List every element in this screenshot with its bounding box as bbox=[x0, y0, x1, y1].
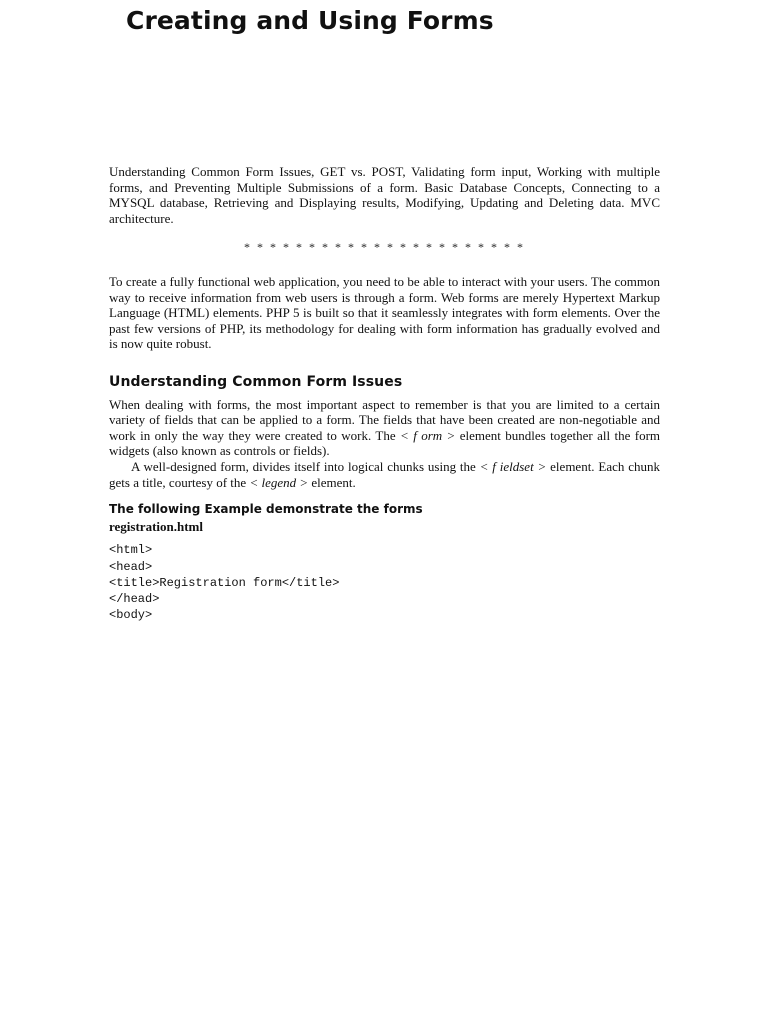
document-body bbox=[109, 164, 660, 624]
code-line: <body> bbox=[109, 608, 153, 623]
intro-paragraph: To create a fully functional web application, you need to be able to interact with your users. The common way to receive information from web users is through a form. Web forms are merely Hypertext Markup Language (HTML) elements. PHP 5 is built so that it seamlessly integrates with form elements. Over the past few versions of PHP, its methodology for dealing with form information has gradually evolved and is now quite robust. bbox=[109, 273, 660, 352]
summary-paragraph: Understanding Common Form Issues, GET vs. POST, Validating form input, Working with multiple forms, and Preventing Multiple Submissions of a form. Basic Database Concepts, Connecting to a MYSQL database, Retrieving and Displaying results, Modifying, Updating and Deleting data. MVC architecture. bbox=[109, 164, 660, 226]
paragraph-text: element. bbox=[308, 474, 356, 490]
code-line: </head> bbox=[109, 592, 160, 607]
code-line: <head> bbox=[109, 559, 153, 574]
paragraph-text: element bundles together all the form widgets (also known as controls or fields). bbox=[109, 427, 661, 459]
form-tag: < f orm > bbox=[400, 427, 456, 443]
page-title: Creating and Using Forms bbox=[126, 6, 494, 35]
form-issues-paragraph bbox=[109, 397, 660, 459]
paragraph-text: A well-designed form, divides itself into logical chunks using the bbox=[131, 458, 480, 474]
code-line: <title>Registration form</title> bbox=[109, 575, 340, 590]
code-listing bbox=[109, 542, 660, 623]
legend-tag: < legend > bbox=[249, 474, 309, 490]
file-name: registration.html bbox=[109, 518, 203, 534]
fieldset-paragraph bbox=[109, 459, 660, 490]
paragraph-text: element. Each chunk gets a title, courtesy of the bbox=[109, 458, 661, 490]
paragraph-text: When dealing with forms, the most important aspect to remember is that you are limited to a certain variety of fields that can be applied to a form. The fields that have been created are non-negotiable and work in only the way they were created to work. The bbox=[109, 396, 660, 443]
section-heading: Understanding Common Form Issues bbox=[109, 373, 403, 390]
example-heading: The following Example demonstrate the forms bbox=[109, 502, 423, 517]
fieldset-tag: < f ieldset > bbox=[479, 458, 547, 474]
section-divider: * * * * * * * * * * * * * * * * * * * * * * bbox=[244, 240, 525, 255]
code-line: <html> bbox=[109, 543, 153, 558]
